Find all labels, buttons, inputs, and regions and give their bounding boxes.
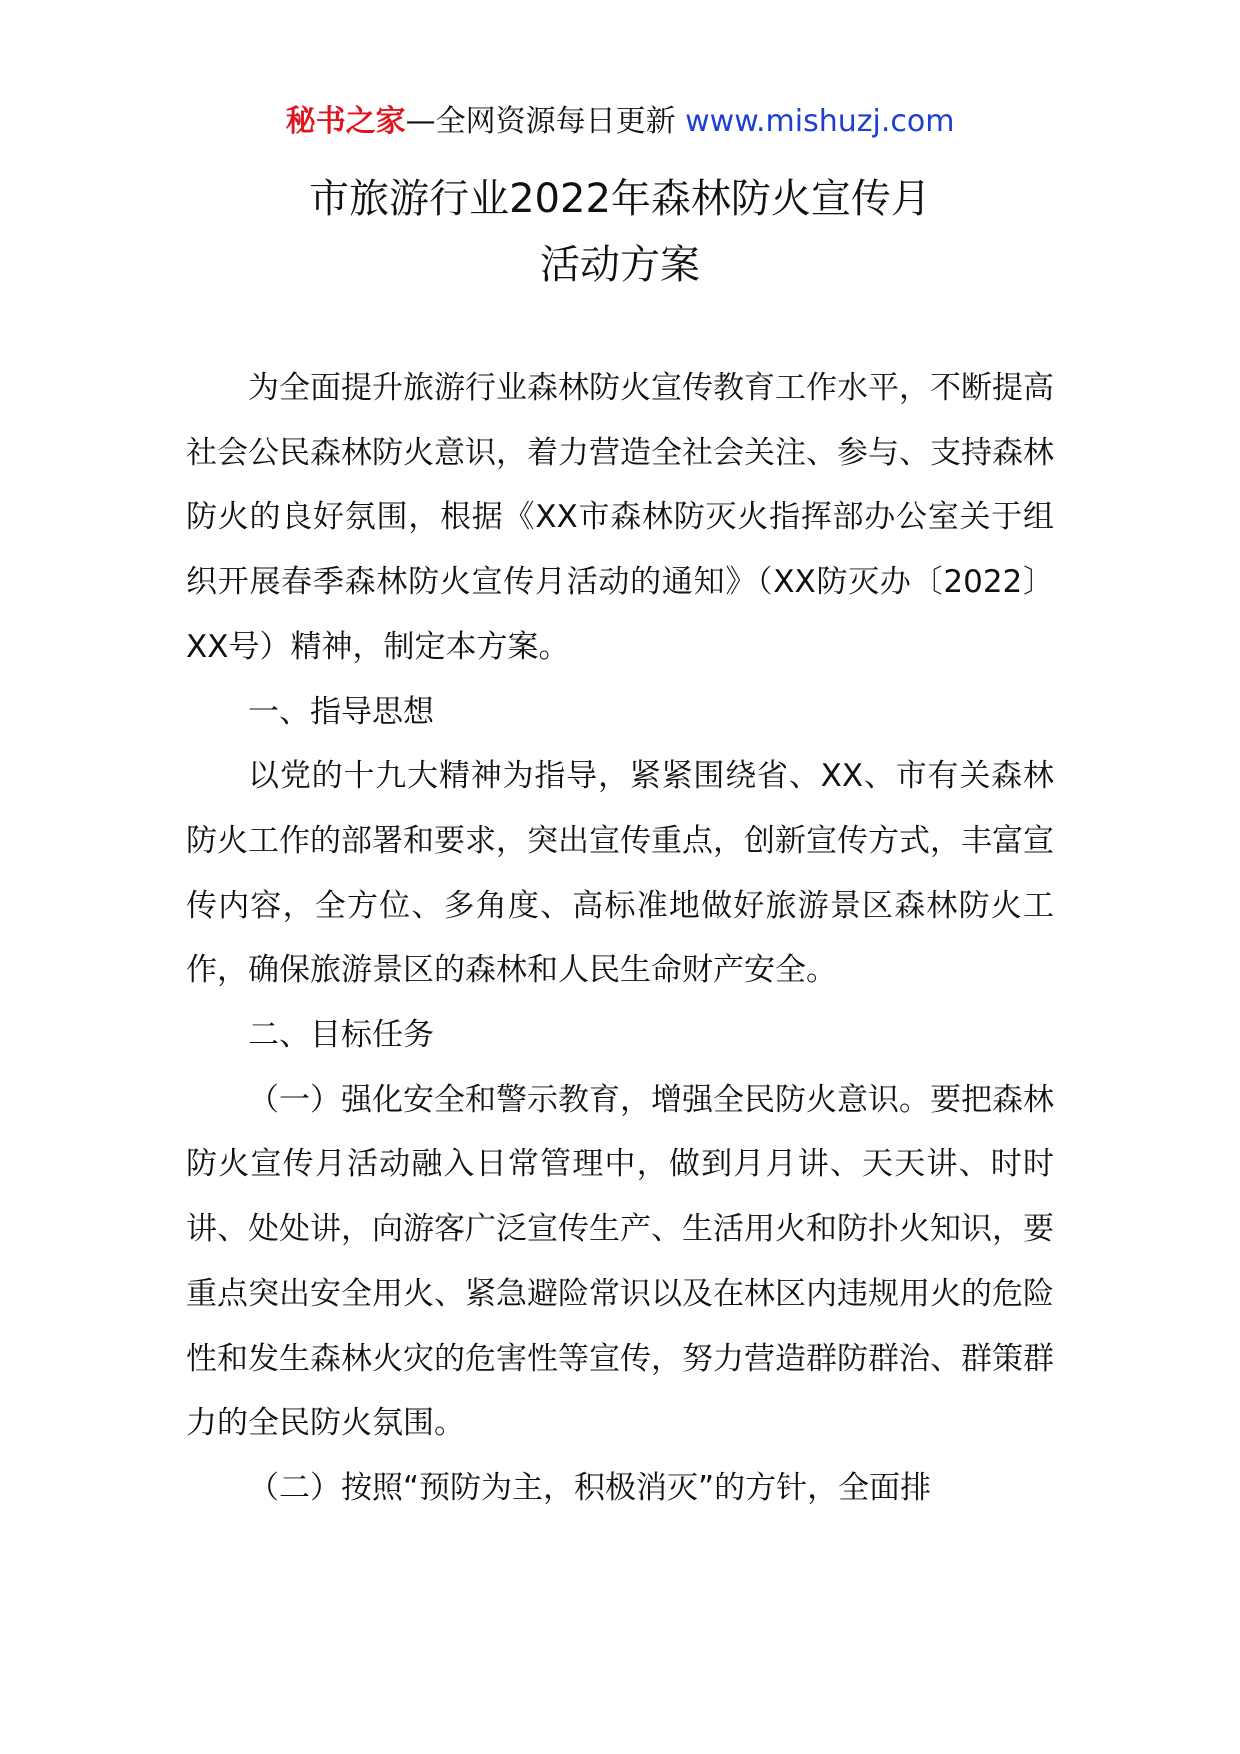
- header-tagline: —全网资源每日更新: [405, 104, 676, 139]
- section-heading-objectives: 二、目标任务: [248, 1017, 434, 1054]
- document-body: [186, 356, 1054, 1521]
- document-title: [0, 166, 1240, 298]
- title-line-2: 活动方案: [540, 242, 700, 288]
- section-heading-guiding-ideology: 一、指导思想: [248, 693, 434, 730]
- title-line-1: 市旅游行业2022年森林防火宣传月: [309, 176, 931, 222]
- objective-item-1: （一）强化安全和警示教育，增强全民防火意识。要把森林防火宣传月活动融入日常管理中，做到月月讲、天天讲、时时讲、处处讲，向游客广泛宣传生产、生活用火和防扑火知识，要重点突出安全用火、紧急避险常识以及在林区内违规用火的危险性和发生森林火灾的危害性等宣传，努力营造群防群治、群策群力的全民防火氛围。: [186, 1081, 1054, 1442]
- site-header: [0, 102, 1240, 142]
- objective-item-2: （二）按照“预防为主，积极消灭”的方针，全面排: [248, 1469, 932, 1506]
- intro-paragraph: 为全面提升旅游行业森林防火宣传教育工作水平，不断提高社会公民森林防火意识，着力营造全社会关注、参与、支持森林防火的良好氛围，根据《XX市森林防灭火指挥部办公室关于组织开展春季森林防火宣传月活动的通知》（XX防灭办〔2022〕XX号）精神，制定本方案。: [186, 370, 1054, 665]
- site-url-link[interactable]: www.mishuzj.com: [685, 104, 955, 139]
- brand-name: 秘书之家: [285, 104, 406, 139]
- guiding-ideology-paragraph: 以党的十九大精神为指导，紧紧围绕省、XX、市有关森林防火工作的部署和要求，突出宣传重点，创新宣传方式，丰富宣传内容，全方位、多角度、高标准地做好旅游景区森林防火工作，确保旅游景区的森林和人民生命财产安全。: [186, 758, 1054, 989]
